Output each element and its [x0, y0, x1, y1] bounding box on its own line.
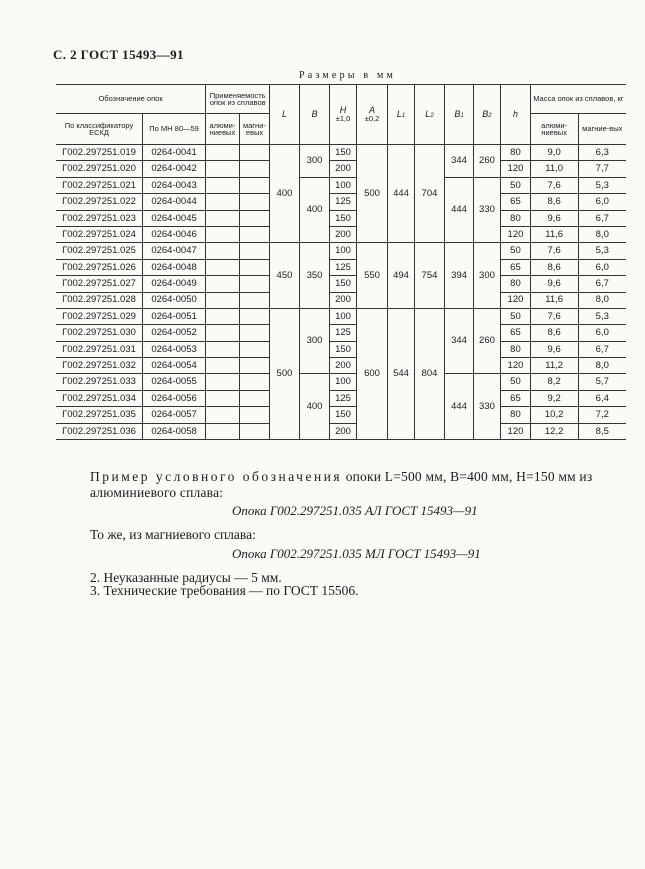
header-magnesium: магни-евых [239, 114, 270, 145]
h-value: 50 [501, 243, 531, 259]
eskd-code: Г002.297251.026 [56, 259, 143, 275]
mass-aluminum: 8,2 [530, 374, 578, 390]
header-mn: По МН 80—59 [143, 114, 206, 145]
mass-magnesium: 6,0 [578, 325, 626, 341]
magnesium-cell [239, 210, 270, 226]
magnesium-cell [239, 407, 270, 423]
L-value: 400 [270, 145, 300, 243]
H-value: 125 [330, 390, 356, 406]
mass-magnesium: 5,3 [578, 177, 626, 193]
mass-aluminum: 9,2 [530, 390, 578, 406]
B1-value: 344 [445, 308, 473, 374]
aluminum-cell [206, 243, 240, 259]
eskd-code: Г002.297251.030 [56, 325, 143, 341]
mn-code: 0264-0046 [143, 226, 206, 242]
designation-aluminum: Опока Г002.297251.035 АЛ ГОСТ 15493—91 [232, 503, 478, 518]
H-value: 200 [330, 292, 356, 308]
B1-value: 444 [445, 374, 473, 440]
L2-value: 754 [414, 243, 445, 309]
header-L2-label: L [425, 109, 431, 119]
table-row [56, 276, 626, 292]
eskd-code: Г002.297251.027 [56, 276, 143, 292]
mass-magnesium: 6,7 [578, 341, 626, 357]
header-L2-sub: 2 [430, 113, 434, 119]
mn-code: 0264-0044 [143, 194, 206, 210]
H-value: 200 [330, 161, 356, 177]
mass-aluminum: 11,0 [530, 161, 578, 177]
table-row [56, 390, 626, 406]
L1-value: 544 [388, 308, 414, 439]
magnesium-cell [239, 341, 270, 357]
page-header: С. 2 ГОСТ 15493—91 [53, 47, 184, 62]
mn-code: 0264-0041 [143, 145, 206, 161]
example-lead: Пример условного обозначения [90, 469, 343, 484]
magnesium-cell [239, 325, 270, 341]
B2-value: 330 [473, 374, 500, 440]
note-requirements: 3. Технические требования — по ГОСТ 15506. [90, 583, 359, 598]
H-value: 125 [330, 259, 356, 275]
h-value: 80 [501, 407, 531, 423]
table-row [56, 407, 626, 423]
h-value: 65 [501, 259, 531, 275]
aluminum-cell [206, 358, 240, 374]
header-B2-sub: 2 [488, 113, 492, 119]
h-value: 80 [501, 341, 531, 357]
header-h: h [501, 85, 531, 145]
B2-value: 330 [473, 177, 500, 243]
aluminum-cell [206, 194, 240, 210]
header-B1-sub: 1 [460, 113, 464, 119]
B2-value: 260 [473, 308, 500, 374]
H-value: 100 [330, 308, 356, 324]
header-H-tolerance: ±1,0 [335, 114, 351, 124]
aluminum-cell [206, 145, 240, 161]
magnesium-cell [239, 177, 270, 193]
magnesium-cell [239, 423, 270, 439]
table-row [56, 423, 626, 439]
header-A-tolerance: ±0,2 [364, 114, 380, 124]
H-value: 100 [330, 177, 356, 193]
eskd-code: Г002.297251.035 [56, 407, 143, 423]
table-row [56, 325, 626, 341]
magnesium-cell [239, 358, 270, 374]
h-value: 65 [501, 390, 531, 406]
mass-aluminum: 8,6 [530, 259, 578, 275]
mass-magnesium: 6,0 [578, 194, 626, 210]
eskd-code: Г002.297251.033 [56, 374, 143, 390]
B1-value: 444 [445, 177, 473, 243]
mn-code: 0264-0042 [143, 161, 206, 177]
mass-aluminum: 7,6 [530, 243, 578, 259]
mass-aluminum: 9,6 [530, 341, 578, 357]
H-value: 200 [330, 358, 356, 374]
h-value: 120 [501, 358, 531, 374]
header-applicability: Применяемость опок из сплавов [206, 85, 270, 114]
B-value: 300 [299, 145, 330, 178]
table-row [56, 226, 626, 242]
aluminum-cell [206, 423, 240, 439]
table-row [56, 243, 626, 259]
eskd-code: Г002.297251.036 [56, 423, 143, 439]
H-value: 150 [330, 341, 356, 357]
magnesium-cell [239, 243, 270, 259]
header-A [356, 85, 388, 145]
units-caption: Размеры в мм [299, 70, 397, 81]
eskd-code: Г002.297251.023 [56, 210, 143, 226]
header-L2 [414, 85, 445, 145]
B-value: 300 [299, 308, 330, 374]
mn-code: 0264-0050 [143, 292, 206, 308]
mass-aluminum: 8,6 [530, 325, 578, 341]
mass-magnesium: 6,4 [578, 390, 626, 406]
mass-aluminum: 9,6 [530, 210, 578, 226]
header-L1-label: L [396, 109, 402, 119]
aluminum-cell [206, 325, 240, 341]
header-aluminum: алюми-ниевых [206, 114, 240, 145]
eskd-code: Г002.297251.032 [56, 358, 143, 374]
magnesium-cell [239, 226, 270, 242]
L2-value: 804 [414, 308, 445, 439]
mass-magnesium: 6,3 [578, 145, 626, 161]
B2-value: 300 [473, 243, 500, 309]
mn-code: 0264-0055 [143, 374, 206, 390]
magnesium-cell [239, 276, 270, 292]
H-value: 200 [330, 226, 356, 242]
H-value: 100 [330, 243, 356, 259]
h-value: 120 [501, 226, 531, 242]
magnesium-cell [239, 292, 270, 308]
mass-aluminum: 11,2 [530, 358, 578, 374]
table-row [56, 259, 626, 275]
eskd-code: Г002.297251.028 [56, 292, 143, 308]
table-row [56, 177, 626, 193]
mass-aluminum: 9,0 [530, 145, 578, 161]
designation-magnesium: Опока Г002.297251.035 МЛ ГОСТ 15493—91 [232, 546, 481, 561]
mass-aluminum: 7,6 [530, 308, 578, 324]
header-mass-magnesium: магние-вых [578, 114, 626, 145]
A-value: 500 [356, 145, 388, 243]
mn-code: 0264-0047 [143, 243, 206, 259]
aluminum-cell [206, 308, 240, 324]
aluminum-cell [206, 407, 240, 423]
mass-magnesium: 7,7 [578, 161, 626, 177]
B1-value: 344 [445, 145, 473, 178]
header-A-label: A [368, 105, 375, 116]
magnesium-cell [239, 390, 270, 406]
L-value: 450 [270, 243, 300, 309]
magnesium-cell [239, 374, 270, 390]
B-value: 350 [299, 243, 330, 309]
eskd-code: Г002.297251.019 [56, 145, 143, 161]
H-value: 150 [330, 276, 356, 292]
header-designation: Обозначение опок [56, 85, 206, 114]
h-value: 120 [501, 292, 531, 308]
aluminum-cell [206, 341, 240, 357]
h-value: 80 [501, 210, 531, 226]
H-value: 125 [330, 194, 356, 210]
B-value: 400 [299, 177, 330, 243]
mass-aluminum: 11,6 [530, 226, 578, 242]
mass-magnesium: 8,5 [578, 423, 626, 439]
magnesium-intro: То же, из магниевого сплава: [90, 527, 256, 542]
eskd-code: Г002.297251.034 [56, 390, 143, 406]
mn-code: 0264-0058 [143, 423, 206, 439]
header-L: L [270, 85, 300, 145]
table-row [56, 292, 626, 308]
header-mass-aluminum: алюми-ниевых [530, 114, 578, 145]
mass-aluminum: 11,6 [530, 292, 578, 308]
mn-code: 0264-0045 [143, 210, 206, 226]
mass-magnesium: 7,2 [578, 407, 626, 423]
table-row [56, 194, 626, 210]
mn-code: 0264-0051 [143, 308, 206, 324]
header-B1 [445, 85, 473, 145]
aluminum-cell [206, 276, 240, 292]
header-B: B [299, 85, 330, 145]
eskd-code: Г002.297251.020 [56, 161, 143, 177]
header-eskd: По классификатору ЕСКД [56, 114, 143, 145]
eskd-code: Г002.297251.025 [56, 243, 143, 259]
mass-magnesium: 6,7 [578, 276, 626, 292]
L2-value: 704 [414, 145, 445, 243]
A-value: 600 [356, 308, 388, 439]
mass-magnesium: 5,7 [578, 374, 626, 390]
table-row [56, 341, 626, 357]
H-value: 150 [330, 407, 356, 423]
table-row [56, 210, 626, 226]
h-value: 80 [501, 145, 531, 161]
mn-code: 0264-0048 [143, 259, 206, 275]
H-value: 125 [330, 325, 356, 341]
mass-magnesium: 8,0 [578, 226, 626, 242]
B2-value: 260 [473, 145, 500, 178]
mass-aluminum: 12,2 [530, 423, 578, 439]
header-mass: Масса опок из сплавов, кг [530, 85, 626, 114]
mn-code: 0264-0056 [143, 390, 206, 406]
example-paragraph [90, 469, 630, 501]
aluminum-cell [206, 390, 240, 406]
mass-magnesium: 8,0 [578, 358, 626, 374]
h-value: 80 [501, 276, 531, 292]
L-value: 500 [270, 308, 300, 439]
mn-code: 0264-0053 [143, 341, 206, 357]
magnesium-cell [239, 194, 270, 210]
header-B2 [473, 85, 500, 145]
table-row [56, 145, 626, 161]
aluminum-cell [206, 259, 240, 275]
mn-code: 0264-0057 [143, 407, 206, 423]
A-value: 550 [356, 243, 388, 309]
eskd-code: Г002.297251.029 [56, 308, 143, 324]
mass-magnesium: 5,3 [578, 243, 626, 259]
h-value: 120 [501, 161, 531, 177]
magnesium-cell [239, 259, 270, 275]
eskd-code: Г002.297251.022 [56, 194, 143, 210]
L1-value: 494 [388, 243, 414, 309]
mass-magnesium: 6,0 [578, 259, 626, 275]
aluminum-cell [206, 210, 240, 226]
mn-code: 0264-0049 [143, 276, 206, 292]
mn-code: 0264-0043 [143, 177, 206, 193]
mass-aluminum: 8,6 [530, 194, 578, 210]
table-row [56, 161, 626, 177]
header-H-label: H [339, 105, 347, 116]
aluminum-cell [206, 161, 240, 177]
H-value: 150 [330, 145, 356, 161]
h-value: 65 [501, 325, 531, 341]
header-L1 [388, 85, 414, 145]
magnesium-cell [239, 145, 270, 161]
aluminum-cell [206, 374, 240, 390]
table-row [56, 308, 626, 324]
mass-aluminum: 10,2 [530, 407, 578, 423]
aluminum-cell [206, 177, 240, 193]
aluminum-cell [206, 292, 240, 308]
flask-dimensions-table [56, 84, 626, 440]
mn-code: 0264-0054 [143, 358, 206, 374]
B1-value: 394 [445, 243, 473, 309]
header-L1-sub: 1 [401, 113, 406, 119]
table-row [56, 374, 626, 390]
header-B2-label: B [482, 109, 489, 119]
magnesium-cell [239, 308, 270, 324]
mass-magnesium: 5,3 [578, 308, 626, 324]
B-value: 400 [299, 374, 330, 440]
note-radii: 2. Неуказанные радиусы — 5 мм. [90, 570, 282, 585]
header-B1-label: B [454, 109, 461, 119]
H-value: 150 [330, 210, 356, 226]
mn-code: 0264-0052 [143, 325, 206, 341]
h-value: 120 [501, 423, 531, 439]
L1-value: 444 [388, 145, 414, 243]
H-value: 100 [330, 374, 356, 390]
example-text: опоки L=500 мм, B=400 мм, H=150 мм из алюминиевого сплава: [90, 469, 593, 500]
mass-aluminum: 7,6 [530, 177, 578, 193]
h-value: 50 [501, 374, 531, 390]
eskd-code: Г002.297251.031 [56, 341, 143, 357]
mass-aluminum: 9,6 [530, 276, 578, 292]
table-row [56, 358, 626, 374]
magnesium-cell [239, 161, 270, 177]
h-value: 50 [501, 177, 531, 193]
eskd-code: Г002.297251.021 [56, 177, 143, 193]
aluminum-cell [206, 226, 240, 242]
eskd-code: Г002.297251.024 [56, 226, 143, 242]
header-H [330, 85, 356, 145]
h-value: 65 [501, 194, 531, 210]
h-value: 50 [501, 308, 531, 324]
H-value: 200 [330, 423, 356, 439]
mass-magnesium: 8,0 [578, 292, 626, 308]
mass-magnesium: 6,7 [578, 210, 626, 226]
